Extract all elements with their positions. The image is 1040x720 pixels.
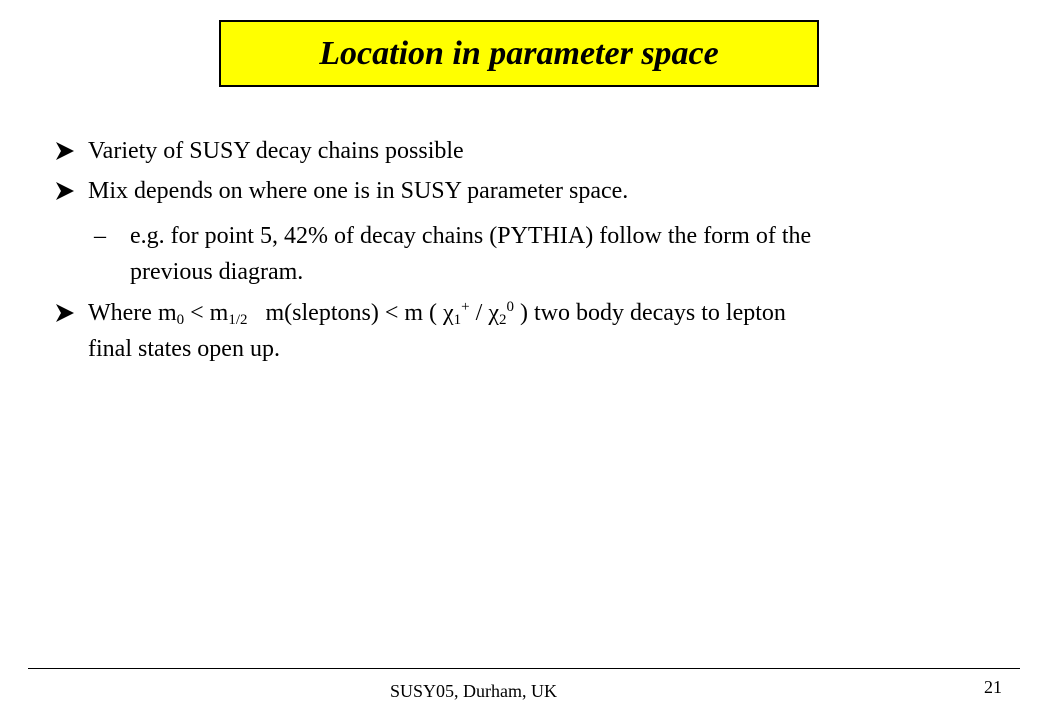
footer-text: SUSY05, Durham, UK bbox=[390, 681, 558, 701]
chi2-subscript: 2 bbox=[498, 312, 507, 328]
chi1-symbol: χ bbox=[443, 300, 454, 326]
where-text: Where m bbox=[88, 300, 177, 326]
arrow-bullet-icon bbox=[54, 173, 78, 209]
sub-item-line-1: e.g. for point 5, 42% of decay chains (PYTHIA) follow the form of the bbox=[130, 223, 812, 249]
bullet-1-text: Variety of SUSY decay chains possible bbox=[88, 138, 464, 164]
slide-title: Location in parameter space bbox=[319, 34, 719, 72]
page-number: 21 bbox=[984, 677, 1002, 697]
chi1-superscript: + bbox=[461, 299, 470, 315]
bullet-2 bbox=[54, 173, 834, 209]
sub-item-dash: – bbox=[94, 223, 106, 249]
sub-item-example bbox=[94, 218, 994, 290]
footer-divider bbox=[28, 668, 1020, 669]
tail-text: ) two body decays to lepton bbox=[513, 300, 786, 326]
arrow-bullet-icon bbox=[54, 295, 78, 331]
chi1-subscript: 1 bbox=[453, 312, 462, 328]
bullet-2-text: Mix depends on where one is in SUSY parameter space. bbox=[88, 178, 629, 204]
chi2-superscript: 0 bbox=[506, 299, 514, 315]
chi2-symbol: χ bbox=[488, 300, 499, 326]
bullet-1 bbox=[54, 133, 754, 169]
title-box bbox=[219, 20, 819, 87]
m-half-subscript: 1/2 bbox=[228, 312, 248, 328]
slash-text: / bbox=[469, 300, 489, 326]
sleptons-text: m(sleptons) < m ( bbox=[265, 300, 444, 326]
less-than-text: < m bbox=[184, 300, 229, 326]
arrow-bullet-icon bbox=[54, 133, 78, 169]
bullet-3 bbox=[54, 295, 974, 367]
sub-item-line-2: previous diagram. bbox=[130, 259, 304, 285]
m0-subscript: 0 bbox=[176, 312, 185, 328]
bullet-3-line-2: final states open up. bbox=[88, 336, 280, 362]
bullet-3-line-1 bbox=[88, 295, 786, 331]
